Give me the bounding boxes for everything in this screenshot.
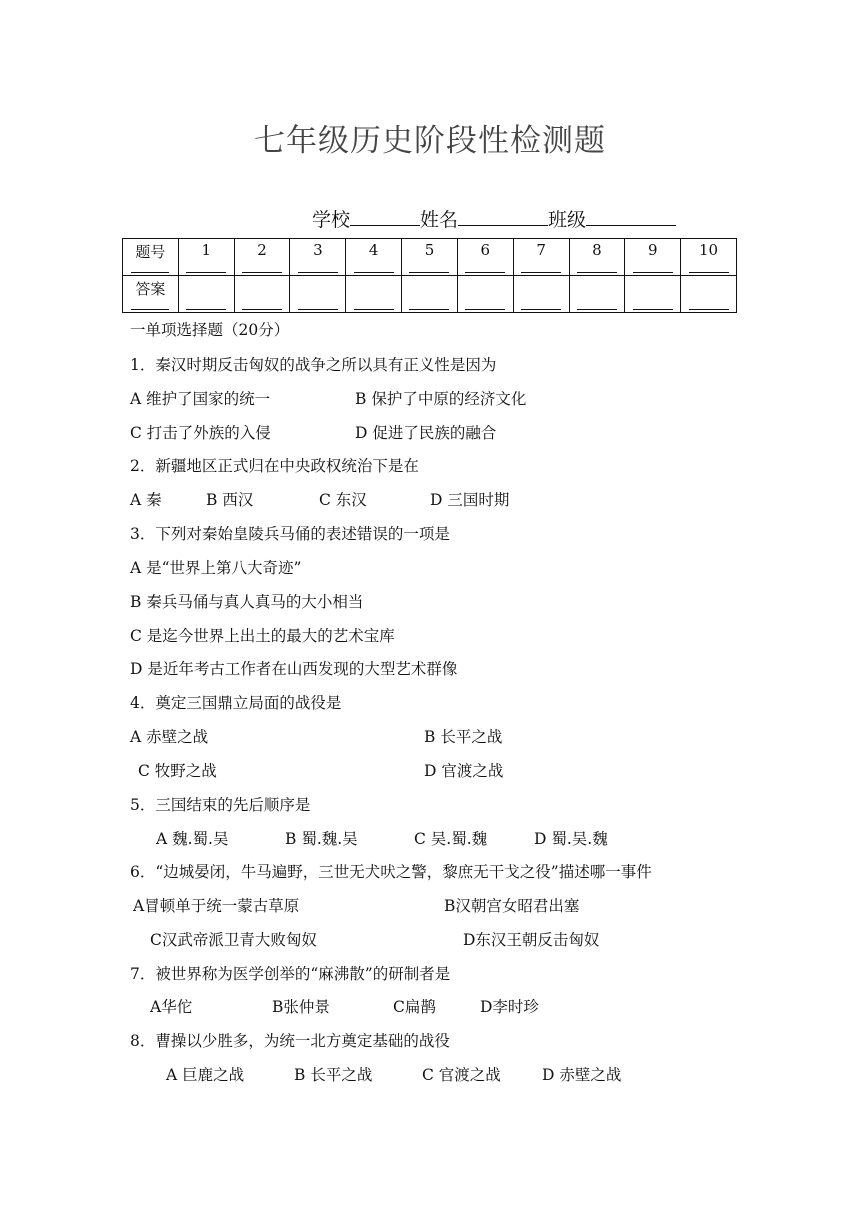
q7-option-c: C扁鹊 (393, 998, 436, 1016)
answer-cell[interactable] (569, 276, 625, 313)
question-1-stem: 1．秦汉时期反击匈奴的战争之所以具有正义性是因为 (130, 356, 497, 374)
q2-option-d: D 三国时期 (430, 491, 510, 509)
q7-option-d: D李时珍 (480, 998, 539, 1016)
q2-option-b: B 西汉 (206, 491, 254, 509)
q3-option-c: C 是迄今世界上出土的最大的艺术宝库 (130, 627, 395, 645)
q4-option-b: B 长平之战 (424, 728, 503, 746)
class-blank[interactable] (586, 207, 676, 226)
question-number-cell: 6 (457, 239, 513, 276)
q3-option-a: A 是“世界上第八大奇迹” (130, 559, 302, 577)
q4-option-c: C 牧野之战 (138, 762, 217, 780)
question-number-cell: 8 (569, 239, 625, 276)
class-label: 班级 (548, 209, 587, 231)
question-2-stem: 2．新疆地区正式归在中央政权统治下是在 (130, 457, 419, 475)
student-info-line (312, 205, 676, 232)
answer-row (123, 276, 737, 313)
question-number-cell: 5 (402, 239, 458, 276)
q6-option-b: B汉朝宫女昭君出塞 (444, 897, 580, 915)
answer-cell[interactable] (681, 276, 737, 313)
answer-cell[interactable] (290, 276, 346, 313)
question-7-stem: 7．被世界称为医学创举的“麻沸散”的研制者是 (130, 965, 451, 983)
question-8-stem: 8．曹操以少胜多，为统一北方奠定基础的战役 (130, 1032, 450, 1050)
answer-cell[interactable] (346, 276, 402, 313)
name-blank[interactable] (458, 207, 548, 226)
page-title: 七年级历史阶段性检测题 (254, 123, 606, 159)
answer-cell[interactable] (625, 276, 681, 313)
question-number-cell: 10 (681, 239, 737, 276)
q1-option-b: B 保护了中原的经济文化 (355, 390, 527, 408)
q3-option-b: B 秦兵马俑与真人真马的大小相当 (130, 593, 364, 611)
q4-option-d: D 官渡之战 (424, 762, 504, 780)
question-3-stem: 3．下列对秦始皇陵兵马俑的表述错误的一项是 (130, 525, 450, 543)
answer-cell[interactable] (178, 276, 234, 313)
q8-option-b: B 长平之战 (294, 1066, 373, 1084)
q2-option-c: C 东汉 (319, 491, 367, 509)
question-6-stem: 6．“边城晏闭，牛马遍野，三世无犬吠之警，黎庶无干戈之役”描述哪一事件 (130, 863, 652, 881)
question-4-stem: 4．奠定三国鼎立局面的战役是 (130, 694, 342, 712)
name-label: 姓名 (420, 209, 459, 231)
question-5-stem: 5．三国结束的先后顺序是 (130, 796, 311, 814)
q1-option-a: A 维护了国家的统一 (130, 390, 271, 408)
q6-option-a: A冒顿单于统一蒙古草原 (133, 897, 300, 915)
q5-option-c: C 吴.蜀.魏 (414, 830, 488, 848)
question-number-cell: 4 (346, 239, 402, 276)
answer-cell[interactable] (513, 276, 569, 313)
school-blank[interactable] (350, 207, 420, 226)
answer-cell[interactable] (234, 276, 290, 313)
q7-option-a: A华佗 (150, 998, 193, 1016)
q1-option-d: D 促进了民族的融合 (355, 424, 497, 442)
number-row (123, 239, 737, 276)
question-number-cell: 9 (625, 239, 681, 276)
q8-option-c: C 官渡之战 (422, 1066, 501, 1084)
school-label: 学校 (312, 209, 351, 231)
q1-option-c: C 打击了外族的入侵 (130, 424, 271, 442)
answer-cell[interactable] (402, 276, 458, 313)
q2-option-a: A 秦 (130, 491, 162, 509)
question-number-cell: 1 (178, 239, 234, 276)
question-number-header: 题号 (123, 239, 179, 276)
answer-cell[interactable] (457, 276, 513, 313)
question-number-cell: 7 (513, 239, 569, 276)
q3-option-d: D 是近年考古工作者在山西发现的大型艺术群像 (130, 660, 458, 678)
q8-option-a: A 巨鹿之战 (166, 1066, 245, 1084)
q7-option-b: B张仲景 (272, 998, 330, 1016)
answer-table (122, 238, 737, 313)
q5-option-b: B 蜀.魏.吴 (285, 830, 358, 848)
q6-option-d: D东汉王朝反击匈奴 (463, 931, 600, 949)
q6-option-c: C汉武帝派卫青大败匈奴 (150, 931, 317, 949)
section-heading: 一单项选择题（20分） (130, 321, 290, 339)
answer-header: 答案 (123, 276, 179, 313)
q5-option-a: A 魏.蜀.吴 (156, 830, 229, 848)
question-number-cell: 2 (234, 239, 290, 276)
q5-option-d: D 蜀.吴.魏 (534, 830, 608, 848)
q4-option-a: A 赤壁之战 (130, 728, 209, 746)
question-number-cell: 3 (290, 239, 346, 276)
q8-option-d: D 赤壁之战 (542, 1066, 622, 1084)
